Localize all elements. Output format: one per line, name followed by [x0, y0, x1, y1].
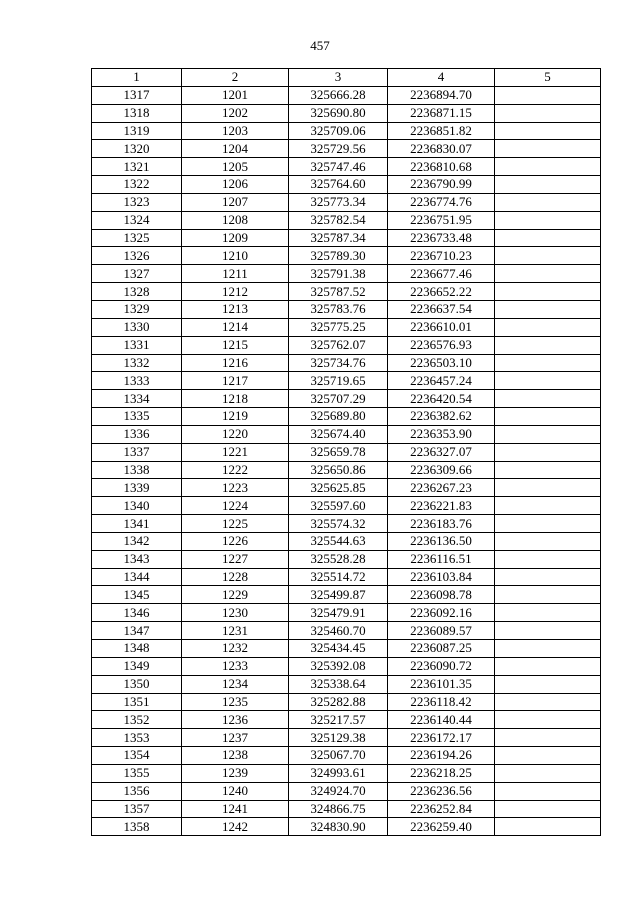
- table-cell-col-5: [495, 675, 601, 693]
- table-cell-col-5: [495, 604, 601, 622]
- table-cell-col-3: 325690.80: [289, 104, 388, 122]
- table-cell-col-2: 1202: [182, 104, 289, 122]
- table-cell-col-4: 2236637.54: [388, 300, 495, 318]
- table-cell-col-1: 1344: [92, 568, 182, 586]
- table-row: [92, 300, 601, 318]
- table-cell-col-5: [495, 461, 601, 479]
- table-cell-col-3: 325709.06: [289, 122, 388, 140]
- table-cell-col-4: 2236810.68: [388, 158, 495, 176]
- table-cell-col-1: 1339: [92, 479, 182, 497]
- table-row: [92, 425, 601, 443]
- table-cell-col-1: 1326: [92, 247, 182, 265]
- table-row: [92, 229, 601, 247]
- table-cell-col-4: 2236382.62: [388, 408, 495, 426]
- table-cell-col-2: 1217: [182, 372, 289, 390]
- table-cell-col-3: 325762.07: [289, 336, 388, 354]
- table-row: [92, 818, 601, 836]
- column-header-3: 3: [289, 69, 388, 87]
- table-cell-col-4: 2236089.57: [388, 622, 495, 640]
- table-row: [92, 479, 601, 497]
- table-cell-col-1: 1317: [92, 86, 182, 104]
- table-row: [92, 800, 601, 818]
- table-cell-col-2: 1228: [182, 568, 289, 586]
- table-cell-col-4: 2236751.95: [388, 211, 495, 229]
- table-cell-col-2: 1240: [182, 782, 289, 800]
- table-cell-col-1: 1350: [92, 675, 182, 693]
- table-cell-col-3: 325514.72: [289, 568, 388, 586]
- table-cell-col-5: [495, 300, 601, 318]
- table-cell-col-1: 1351: [92, 693, 182, 711]
- table-row: [92, 729, 601, 747]
- table-cell-col-1: 1347: [92, 622, 182, 640]
- table-cell-col-2: 1238: [182, 747, 289, 765]
- table-cell-col-2: 1214: [182, 318, 289, 336]
- table-cell-col-3: 325747.46: [289, 158, 388, 176]
- table-cell-col-4: 2236733.48: [388, 229, 495, 247]
- table-cell-col-5: [495, 443, 601, 461]
- table-row: [92, 354, 601, 372]
- table-body: [92, 86, 601, 835]
- table-cell-col-1: 1349: [92, 657, 182, 675]
- table-cell-col-4: 2236140.44: [388, 711, 495, 729]
- table-cell-col-5: [495, 425, 601, 443]
- table-cell-col-1: 1354: [92, 747, 182, 765]
- table-cell-col-1: 1356: [92, 782, 182, 800]
- table-cell-col-2: 1242: [182, 818, 289, 836]
- table-cell-col-4: 2236252.84: [388, 800, 495, 818]
- table-cell-col-1: 1358: [92, 818, 182, 836]
- table-cell-col-3: 325787.34: [289, 229, 388, 247]
- table-row: [92, 122, 601, 140]
- table-row: [92, 372, 601, 390]
- table-cell-col-3: 325434.45: [289, 640, 388, 658]
- table-cell-col-5: [495, 140, 601, 158]
- table-cell-col-4: 2236259.40: [388, 818, 495, 836]
- table-cell-col-3: 325392.08: [289, 657, 388, 675]
- table-cell-col-4: 2236710.23: [388, 247, 495, 265]
- table-cell-col-3: 325789.30: [289, 247, 388, 265]
- table-cell-col-4: 2236830.07: [388, 140, 495, 158]
- table-cell-col-1: 1355: [92, 764, 182, 782]
- table-cell-col-4: 2236101.35: [388, 675, 495, 693]
- table-row: [92, 622, 601, 640]
- table-cell-col-5: [495, 390, 601, 408]
- table-cell-col-4: 2236503.10: [388, 354, 495, 372]
- table-row: [92, 158, 601, 176]
- table-row: [92, 711, 601, 729]
- table-cell-col-4: 2236576.93: [388, 336, 495, 354]
- table-cell-col-5: [495, 104, 601, 122]
- table-cell-col-1: 1340: [92, 497, 182, 515]
- table-cell-col-4: 2236871.15: [388, 104, 495, 122]
- table-cell-col-5: [495, 818, 601, 836]
- table-cell-col-5: [495, 86, 601, 104]
- table-cell-col-3: 325499.87: [289, 586, 388, 604]
- table-cell-col-4: 2236218.25: [388, 764, 495, 782]
- table-cell-col-5: [495, 800, 601, 818]
- table-row: [92, 176, 601, 194]
- table-row: [92, 336, 601, 354]
- table-cell-col-5: [495, 318, 601, 336]
- table-row: [92, 693, 601, 711]
- table-cell-col-5: [495, 622, 601, 640]
- table-cell-col-5: [495, 515, 601, 533]
- table-cell-col-2: 1231: [182, 622, 289, 640]
- table-cell-col-4: 2236420.54: [388, 390, 495, 408]
- table-cell-col-4: 2236353.90: [388, 425, 495, 443]
- table-row: [92, 247, 601, 265]
- table-cell-col-2: 1239: [182, 764, 289, 782]
- table-cell-col-4: 2236894.70: [388, 86, 495, 104]
- table-row: [92, 515, 601, 533]
- table-header: [92, 69, 601, 87]
- table-cell-col-3: 324866.75: [289, 800, 388, 818]
- table-cell-col-3: 324924.70: [289, 782, 388, 800]
- table-cell-col-1: 1352: [92, 711, 182, 729]
- table-cell-col-1: 1321: [92, 158, 182, 176]
- table-row: [92, 550, 601, 568]
- table-cell-col-2: 1215: [182, 336, 289, 354]
- table-cell-col-1: 1328: [92, 283, 182, 301]
- table-row: [92, 782, 601, 800]
- coordinates-table: [91, 68, 601, 836]
- table-cell-col-1: 1330: [92, 318, 182, 336]
- table-cell-col-1: 1357: [92, 800, 182, 818]
- table-cell-col-1: 1353: [92, 729, 182, 747]
- table-cell-col-3: 325729.56: [289, 140, 388, 158]
- table-cell-col-3: 325338.64: [289, 675, 388, 693]
- table-cell-col-3: 325625.85: [289, 479, 388, 497]
- table-row: [92, 104, 601, 122]
- table-cell-col-2: 1221: [182, 443, 289, 461]
- table-cell-col-3: 325719.65: [289, 372, 388, 390]
- table-cell-col-4: 2236267.23: [388, 479, 495, 497]
- table-cell-col-4: 2236610.01: [388, 318, 495, 336]
- table-cell-col-3: 325574.32: [289, 515, 388, 533]
- table-cell-col-2: 1219: [182, 408, 289, 426]
- table-cell-col-3: 325666.28: [289, 86, 388, 104]
- table-cell-col-2: 1206: [182, 176, 289, 194]
- table-cell-col-5: [495, 247, 601, 265]
- table-cell-col-1: 1345: [92, 586, 182, 604]
- table-cell-col-5: [495, 479, 601, 497]
- table-cell-col-5: [495, 747, 601, 765]
- table-cell-col-5: [495, 372, 601, 390]
- table-row: [92, 604, 601, 622]
- page-number: 457: [310, 38, 330, 53]
- table-cell-col-5: [495, 229, 601, 247]
- table-cell-col-5: [495, 532, 601, 550]
- table-cell-col-1: 1324: [92, 211, 182, 229]
- column-header-4: 4: [388, 69, 495, 87]
- table-cell-col-3: 325783.76: [289, 300, 388, 318]
- table-cell-col-4: 2236790.99: [388, 176, 495, 194]
- table-cell-col-2: 1220: [182, 425, 289, 443]
- table-cell-col-5: [495, 729, 601, 747]
- table-cell-col-5: [495, 176, 601, 194]
- table-cell-col-2: 1218: [182, 390, 289, 408]
- table-row: [92, 211, 601, 229]
- table-row: [92, 532, 601, 550]
- table-cell-col-2: 1210: [182, 247, 289, 265]
- table-cell-col-3: 325282.88: [289, 693, 388, 711]
- table-cell-col-5: [495, 408, 601, 426]
- table-cell-col-1: 1322: [92, 176, 182, 194]
- table-cell-col-3: 325707.29: [289, 390, 388, 408]
- table-cell-col-4: 2236103.84: [388, 568, 495, 586]
- table-row: [92, 747, 601, 765]
- table-cell-col-1: 1331: [92, 336, 182, 354]
- table-cell-col-5: [495, 640, 601, 658]
- table-cell-col-1: 1327: [92, 265, 182, 283]
- table-cell-col-4: 2236327.07: [388, 443, 495, 461]
- table-cell-col-3: 325674.40: [289, 425, 388, 443]
- table-cell-col-1: 1338: [92, 461, 182, 479]
- table-cell-col-1: 1335: [92, 408, 182, 426]
- table-row: [92, 657, 601, 675]
- column-header-5: 5: [495, 69, 601, 87]
- table-cell-col-2: 1203: [182, 122, 289, 140]
- table-cell-col-3: 325217.57: [289, 711, 388, 729]
- table-cell-col-1: 1323: [92, 193, 182, 211]
- table-row: [92, 140, 601, 158]
- table-cell-col-5: [495, 283, 601, 301]
- table-cell-col-4: 2236221.83: [388, 497, 495, 515]
- table-cell-col-3: 325689.80: [289, 408, 388, 426]
- table-row: [92, 265, 601, 283]
- table-cell-col-3: 325787.52: [289, 283, 388, 301]
- table-cell-col-1: 1346: [92, 604, 182, 622]
- table-row: [92, 497, 601, 515]
- table-cell-col-3: 325650.86: [289, 461, 388, 479]
- table-cell-col-4: 2236090.72: [388, 657, 495, 675]
- table-row: [92, 86, 601, 104]
- table-cell-col-5: [495, 354, 601, 372]
- table-cell-col-1: 1319: [92, 122, 182, 140]
- table-cell-col-2: 1224: [182, 497, 289, 515]
- table-cell-col-4: 2236457.24: [388, 372, 495, 390]
- table-cell-col-5: [495, 550, 601, 568]
- table-cell-col-2: 1227: [182, 550, 289, 568]
- table-cell-col-2: 1212: [182, 283, 289, 301]
- table-cell-col-4: 2236118.42: [388, 693, 495, 711]
- table-row: [92, 675, 601, 693]
- table-cell-col-3: 325659.78: [289, 443, 388, 461]
- table-row: [92, 283, 601, 301]
- table-row: [92, 318, 601, 336]
- table-row: [92, 408, 601, 426]
- table-cell-col-3: 325544.63: [289, 532, 388, 550]
- table-cell-col-4: 2236116.51: [388, 550, 495, 568]
- table-cell-col-5: [495, 497, 601, 515]
- table-cell-col-2: 1225: [182, 515, 289, 533]
- table-cell-col-4: 2236194.26: [388, 747, 495, 765]
- table-cell-col-3: 325528.28: [289, 550, 388, 568]
- table-cell-col-2: 1241: [182, 800, 289, 818]
- table-cell-col-4: 2236677.46: [388, 265, 495, 283]
- table-row: [92, 461, 601, 479]
- table-cell-col-1: 1318: [92, 104, 182, 122]
- table-cell-col-3: 325479.91: [289, 604, 388, 622]
- table-cell-col-4: 2236087.25: [388, 640, 495, 658]
- table-cell-col-3: 325773.34: [289, 193, 388, 211]
- table-cell-col-4: 2236774.76: [388, 193, 495, 211]
- table-cell-col-5: [495, 568, 601, 586]
- table-cell-col-3: 324993.61: [289, 764, 388, 782]
- table-cell-col-2: 1204: [182, 140, 289, 158]
- table-cell-col-5: [495, 336, 601, 354]
- table-cell-col-1: 1342: [92, 532, 182, 550]
- table-row: [92, 586, 601, 604]
- table-cell-col-3: 325460.70: [289, 622, 388, 640]
- table-cell-col-4: 2236851.82: [388, 122, 495, 140]
- table-cell-col-5: [495, 693, 601, 711]
- table-cell-col-5: [495, 211, 601, 229]
- header-row: [92, 69, 601, 87]
- table-row: [92, 764, 601, 782]
- table-cell-col-4: 2236652.22: [388, 283, 495, 301]
- table-cell-col-3: 325764.60: [289, 176, 388, 194]
- table-cell-col-4: 2236172.17: [388, 729, 495, 747]
- table-cell-col-3: 325782.54: [289, 211, 388, 229]
- table-cell-col-5: [495, 711, 601, 729]
- table-cell-col-1: 1332: [92, 354, 182, 372]
- table-cell-col-2: 1223: [182, 479, 289, 497]
- column-header-2: 2: [182, 69, 289, 87]
- table-row: [92, 390, 601, 408]
- table-cell-col-4: 2236236.56: [388, 782, 495, 800]
- table-cell-col-5: [495, 764, 601, 782]
- table-cell-col-1: 1343: [92, 550, 182, 568]
- table-cell-col-3: 325791.38: [289, 265, 388, 283]
- table-cell-col-2: 1209: [182, 229, 289, 247]
- table-cell-col-2: 1207: [182, 193, 289, 211]
- table-cell-col-2: 1233: [182, 657, 289, 675]
- table-cell-col-2: 1201: [182, 86, 289, 104]
- table-cell-col-1: 1333: [92, 372, 182, 390]
- table-cell-col-3: 324830.90: [289, 818, 388, 836]
- table-cell-col-4: 2236183.76: [388, 515, 495, 533]
- table-cell-col-2: 1234: [182, 675, 289, 693]
- table-cell-col-1: 1341: [92, 515, 182, 533]
- table-cell-col-1: 1337: [92, 443, 182, 461]
- table-row: [92, 568, 601, 586]
- table-cell-col-3: 325067.70: [289, 747, 388, 765]
- table-cell-col-1: 1334: [92, 390, 182, 408]
- table-cell-col-2: 1213: [182, 300, 289, 318]
- table-cell-col-3: 325129.38: [289, 729, 388, 747]
- table-cell-col-2: 1237: [182, 729, 289, 747]
- table-cell-col-2: 1216: [182, 354, 289, 372]
- table-cell-col-1: 1348: [92, 640, 182, 658]
- table-cell-col-2: 1235: [182, 693, 289, 711]
- table-cell-col-3: 325775.25: [289, 318, 388, 336]
- table-cell-col-5: [495, 586, 601, 604]
- table-cell-col-5: [495, 265, 601, 283]
- table-cell-col-2: 1230: [182, 604, 289, 622]
- table-cell-col-3: 325597.60: [289, 497, 388, 515]
- table-cell-col-4: 2236136.50: [388, 532, 495, 550]
- column-header-1: 1: [92, 69, 182, 87]
- table-cell-col-1: 1325: [92, 229, 182, 247]
- table-cell-col-1: 1336: [92, 425, 182, 443]
- table-cell-col-2: 1226: [182, 532, 289, 550]
- table-row: [92, 443, 601, 461]
- table-cell-col-2: 1211: [182, 265, 289, 283]
- table-cell-col-2: 1236: [182, 711, 289, 729]
- table-cell-col-5: [495, 158, 601, 176]
- table-cell-col-5: [495, 122, 601, 140]
- table-cell-col-4: 2236309.66: [388, 461, 495, 479]
- table-row: [92, 193, 601, 211]
- table-cell-col-1: 1320: [92, 140, 182, 158]
- table-cell-col-2: 1232: [182, 640, 289, 658]
- table-cell-col-3: 325734.76: [289, 354, 388, 372]
- table-cell-col-1: 1329: [92, 300, 182, 318]
- table-cell-col-5: [495, 193, 601, 211]
- table-cell-col-2: 1205: [182, 158, 289, 176]
- table-cell-col-5: [495, 782, 601, 800]
- table-row: [92, 640, 601, 658]
- table-cell-col-2: 1208: [182, 211, 289, 229]
- table-cell-col-4: 2236098.78: [388, 586, 495, 604]
- table-cell-col-5: [495, 657, 601, 675]
- table-cell-col-4: 2236092.16: [388, 604, 495, 622]
- table-cell-col-2: 1229: [182, 586, 289, 604]
- table-cell-col-2: 1222: [182, 461, 289, 479]
